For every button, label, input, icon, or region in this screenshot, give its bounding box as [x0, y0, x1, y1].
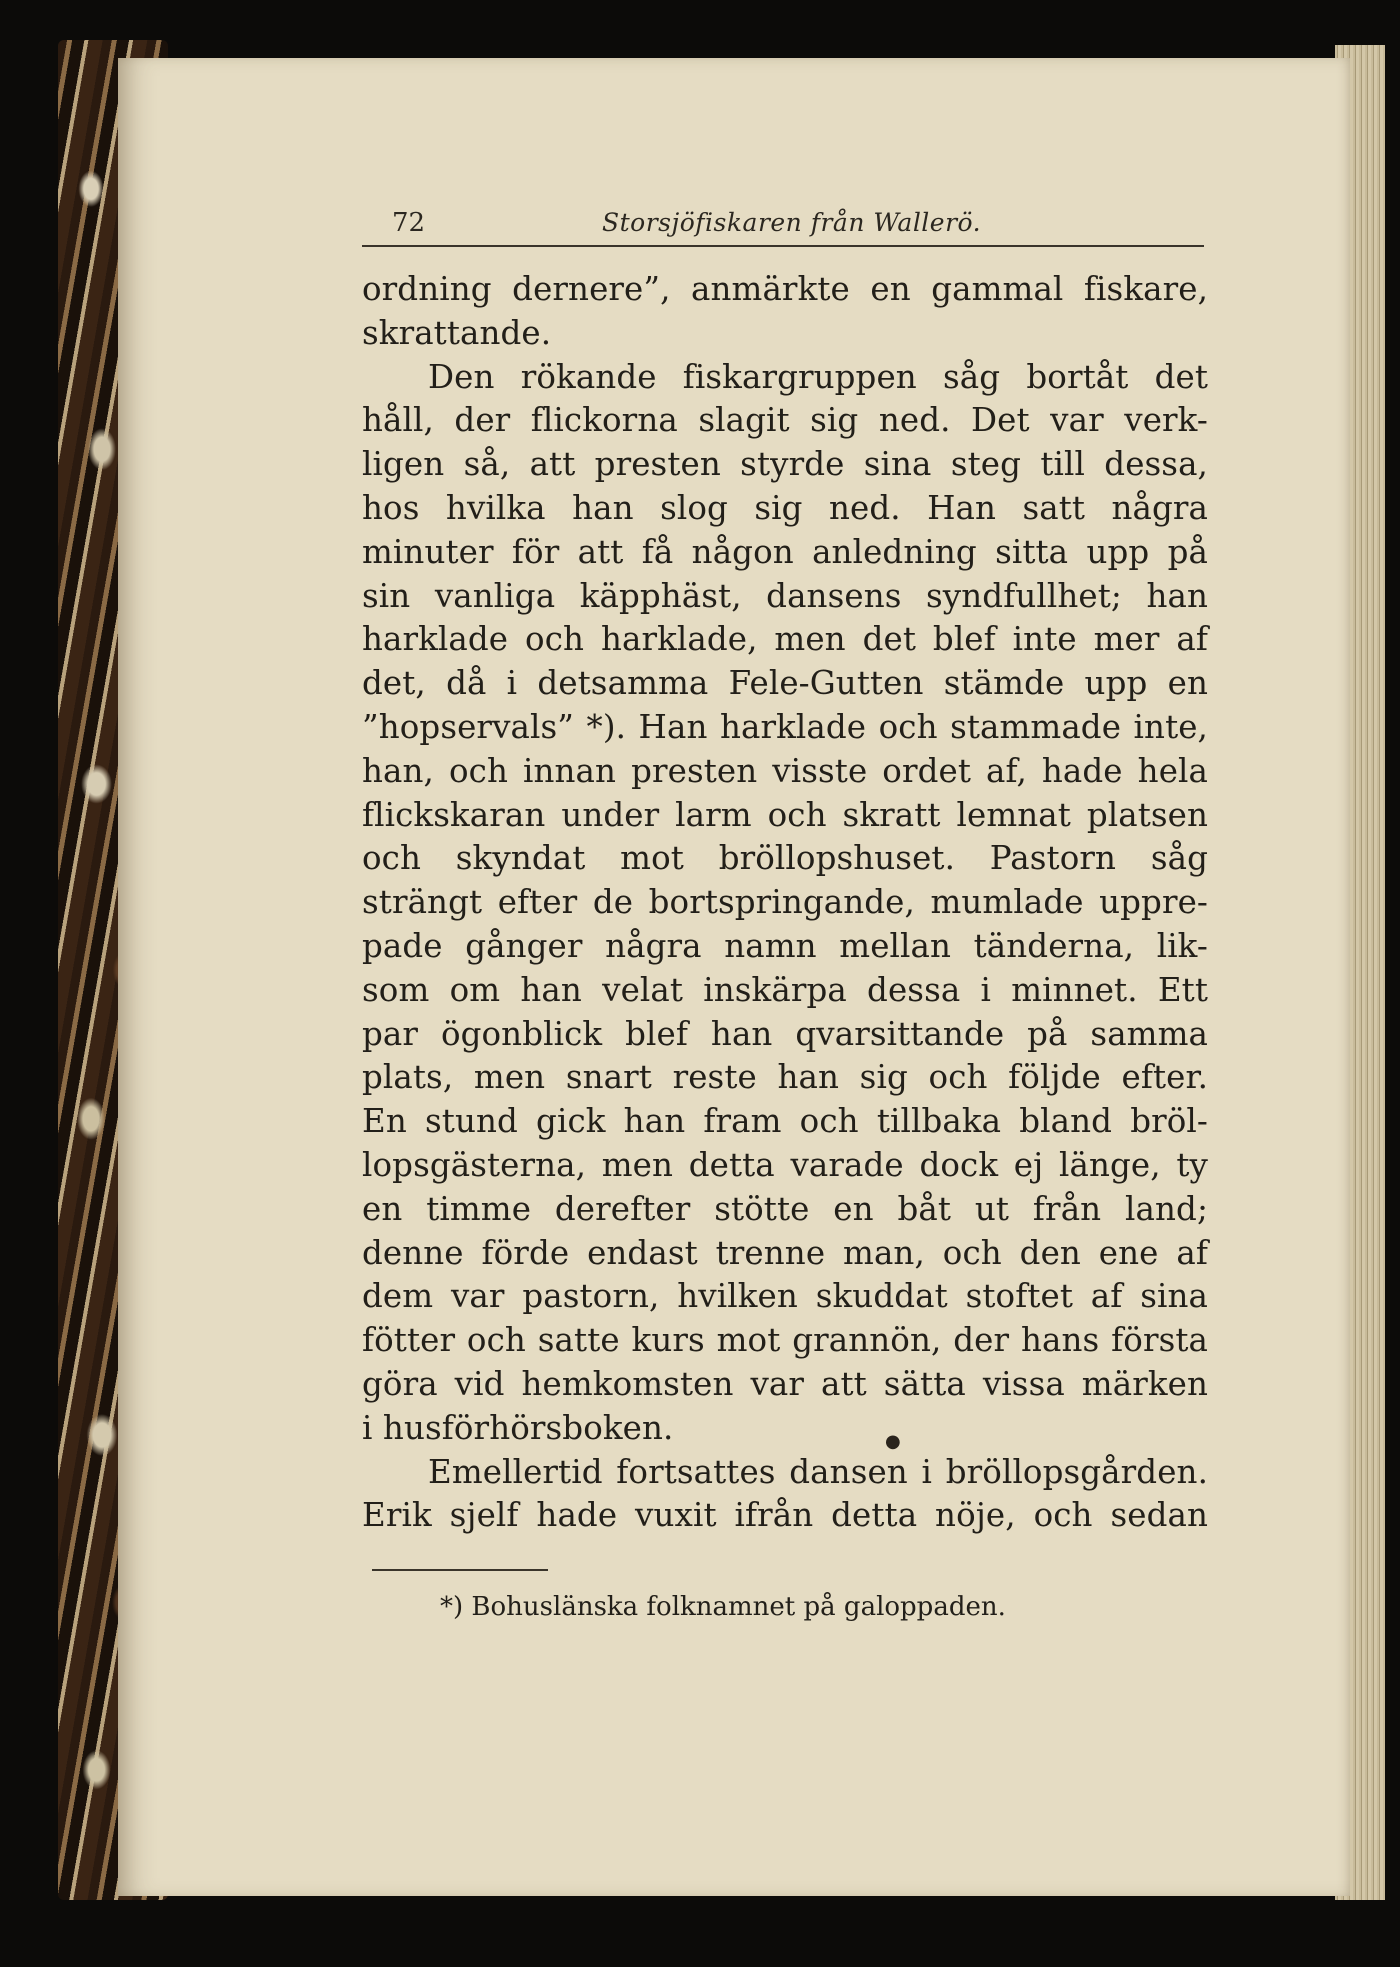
text-line: dem var pastorn, hvilken skuddat stoftet af sina — [362, 1277, 1208, 1316]
footnote: *) Bohuslänska folknamnet på galoppaden. — [440, 1592, 1006, 1622]
text-line: denne förde endast trenne man, och den ene af — [362, 1233, 1208, 1272]
text-line: håll, der flickorna slagit sig ned. Det var verk- — [362, 401, 1208, 440]
text-line: ordning dernere”, anmärkte en gammal fiskare, — [362, 270, 1208, 308]
text-line: han, och innan presten visste ordet af, hade hela — [362, 751, 1208, 790]
text-line: flickskaran under larm och skratt lemnat platsen — [362, 795, 1208, 834]
text-line: par ögonblick blef han qvarsittande på samma — [362, 1014, 1208, 1053]
text-line: pade gånger några namn mellan tänderna, lik- — [362, 926, 1208, 965]
text-line: ligen så, att presten styrde sina steg till dessa, — [362, 445, 1208, 484]
text-line: skrattande. — [362, 313, 552, 352]
text-line: fötter och satte kurs mot grannön, der hans första — [362, 1321, 1208, 1360]
text-line: det, då i detsamma Fele-Gutten stämde upp en — [362, 664, 1208, 703]
text-line: En stund gick han fram och tillbaka bland bröl- — [362, 1102, 1208, 1141]
text-line: Emellertid fortsattes dansen i bröllopsgården. — [428, 1452, 1208, 1491]
text-line: Den rökande fiskargruppen såg bortåt det — [428, 357, 1208, 396]
text-line: en timme derefter stötte en båt ut från land; — [362, 1189, 1208, 1228]
text-line: lopsgästerna, men detta varade dock ej länge, ty — [362, 1145, 1208, 1184]
text-line: sin vanliga käpphäst, dansens syndfullhet; han — [362, 576, 1208, 615]
text-line: harklade och harklade, men det blef inte mer af — [362, 620, 1208, 659]
text-line: minuter för att få någon anledning sitta upp på — [362, 532, 1208, 571]
text-line: hos hvilka han slog sig ned. Han satt några — [362, 488, 1208, 527]
header-rule — [362, 245, 1204, 247]
text-line: Erik sjelf hade vuxit ifrån detta nöje, och sedan — [362, 1496, 1208, 1535]
text-line: plats, men snart reste han sig och följde efter. — [362, 1058, 1208, 1097]
body-text — [362, 268, 1208, 1538]
text-line: som om han velat inskärpa dessa i minnet. Ett — [362, 970, 1208, 1009]
running-title: Storsjöfiskaren från Wallerö. — [602, 208, 982, 237]
text-line: i husförhörsboken. — [362, 1408, 674, 1447]
running-header — [362, 200, 1202, 248]
text-line: göra vid hemkomsten var att sätta vissa märken — [362, 1364, 1208, 1403]
text-line: strängt efter de bortspringande, mumlade uppre- — [362, 883, 1208, 922]
ink-speck: ● — [885, 1431, 901, 1452]
text-line: och skyndat mot bröllopshuset. Pastorn såg — [362, 839, 1208, 878]
page-number: 72 — [392, 208, 426, 238]
footnote-rule — [372, 1569, 548, 1571]
text-line: ”hopservals” *). Han harklade och stammade inte, — [362, 707, 1208, 746]
